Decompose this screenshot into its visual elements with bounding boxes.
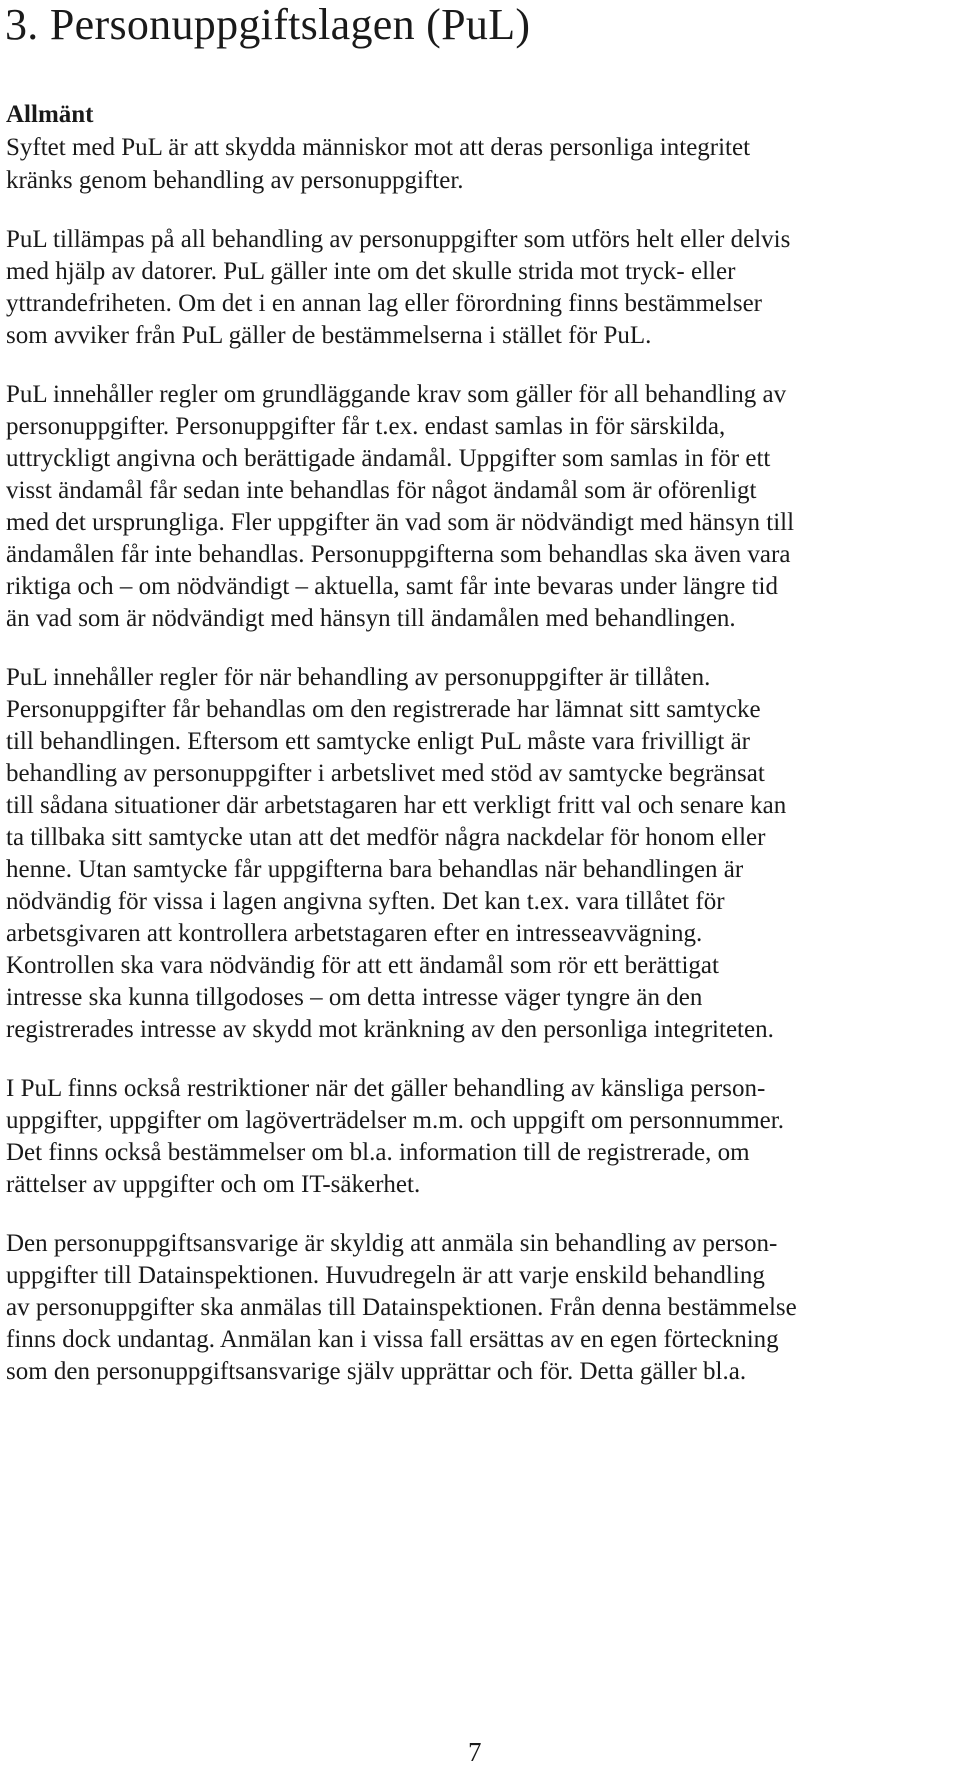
text-line: intresse ska kunna tillgodoses – om detta intresse väger tyngre än den [6, 984, 703, 1011]
text-line: finns dock undantag. Anmälan kan i vissa fall ersättas av en egen förteckning [6, 1326, 779, 1353]
text-line: uttryckligt angivna och berättigade ändamål. Uppgifter som samlas in för ett [6, 445, 771, 472]
text-line: henne. Utan samtycke får uppgifterna bara behandlas när behandlingen är [6, 856, 744, 883]
text-line: rättelser av uppgifter och om IT-säkerhet. [6, 1171, 421, 1198]
text-line: till behandlingen. Eftersom ett samtycke enligt PuL måste vara frivilligt är [6, 728, 751, 755]
text-line: ta tillbaka sitt samtycke utan att det medför några nackdelar för honom eller [6, 824, 766, 851]
text-line: registrerades intresse av skydd mot kränkning av den personliga integriteten. [6, 1016, 774, 1043]
text-line: yttrandefriheten. Om det i en annan lag eller förordning finns bestämmelser [6, 290, 762, 317]
section-heading: Allmänt [6, 101, 94, 128]
text-line: Kontrollen ska vara nödvändig för att ett ändamål som rör ett berättigat [6, 952, 719, 979]
text-line: PuL innehåller regler för när behandling av personuppgifter är tillåten. [6, 664, 711, 691]
text-line: som avviker från PuL gäller de bestämmelserna i stället för PuL. [6, 322, 652, 349]
text-line: Syftet med PuL är att skydda människor mot att deras personliga integritet [6, 134, 751, 161]
text-line: ändamålen får inte behandlas. Personuppgifterna som behandlas ska även vara [6, 541, 791, 568]
text-line: Personuppgifter får behandlas om den registrerade har lämnat sitt samtycke [6, 696, 761, 723]
text-line: med det ursprungliga. Fler uppgifter än vad som är nödvändigt med hänsyn till [6, 509, 795, 536]
page-number: 7 [468, 1737, 482, 1767]
text-line: I PuL finns också restriktioner när det gäller behandling av känsliga person- [6, 1075, 766, 1102]
text-line: kränks genom behandling av personuppgifter. [6, 167, 464, 194]
chapter-title: 3. Personuppgiftslagen (PuL) [5, 0, 531, 49]
text-line: arbetsgivaren att kontrollera arbetstagaren efter en intresseavvägning. [6, 920, 703, 947]
text-line: uppgifter till Datainspektionen. Huvudregeln är att varje enskild behandling [6, 1262, 765, 1289]
text-line: PuL innehåller regler om grundläggande krav som gäller för all behandling av [6, 381, 787, 408]
text-line: Det finns också bestämmelser om bl.a. information till de registrerade, om [6, 1139, 750, 1166]
text-line: personuppgifter. Personuppgifter får t.ex. endast samlas in för särskilda, [6, 413, 726, 440]
text-line: PuL tillämpas på all behandling av personuppgifter som utförs helt eller delvis [6, 226, 791, 253]
text-line: Den personuppgiftsansvarige är skyldig att anmäla sin behandling av person- [6, 1230, 778, 1257]
text-line: uppgifter, uppgifter om lagöverträdelser m.m. och uppgift om personnummer. [6, 1107, 784, 1134]
text-line: behandling av personuppgifter i arbetslivet med stöd av samtycke begränsat [6, 760, 765, 787]
text-line: nödvändig för vissa i lagen angivna syften. Det kan t.ex. vara tillåtet för [6, 888, 725, 915]
text-line: till sådana situationer där arbetstagaren har ett verkligt fritt val och senare kan [6, 792, 787, 819]
text-line: som den personuppgiftsansvarige själv upprättar och för. Detta gäller bl.a. [6, 1358, 747, 1385]
text-line: riktiga och – om nödvändigt – aktuella, samt får inte bevaras under längre tid [6, 573, 778, 600]
text-line: än vad som är nödvändigt med hänsyn till ändamålen med behandlingen. [6, 605, 736, 632]
text-line: med hjälp av datorer. PuL gäller inte om det skulle strida mot tryck- eller [6, 258, 736, 285]
text-line: av personuppgifter ska anmälas till Datainspektionen. Från denna bestämmelse [6, 1294, 797, 1321]
text-line: visst ändamål får sedan inte behandlas för något ändamål som är oförenligt [6, 477, 757, 504]
